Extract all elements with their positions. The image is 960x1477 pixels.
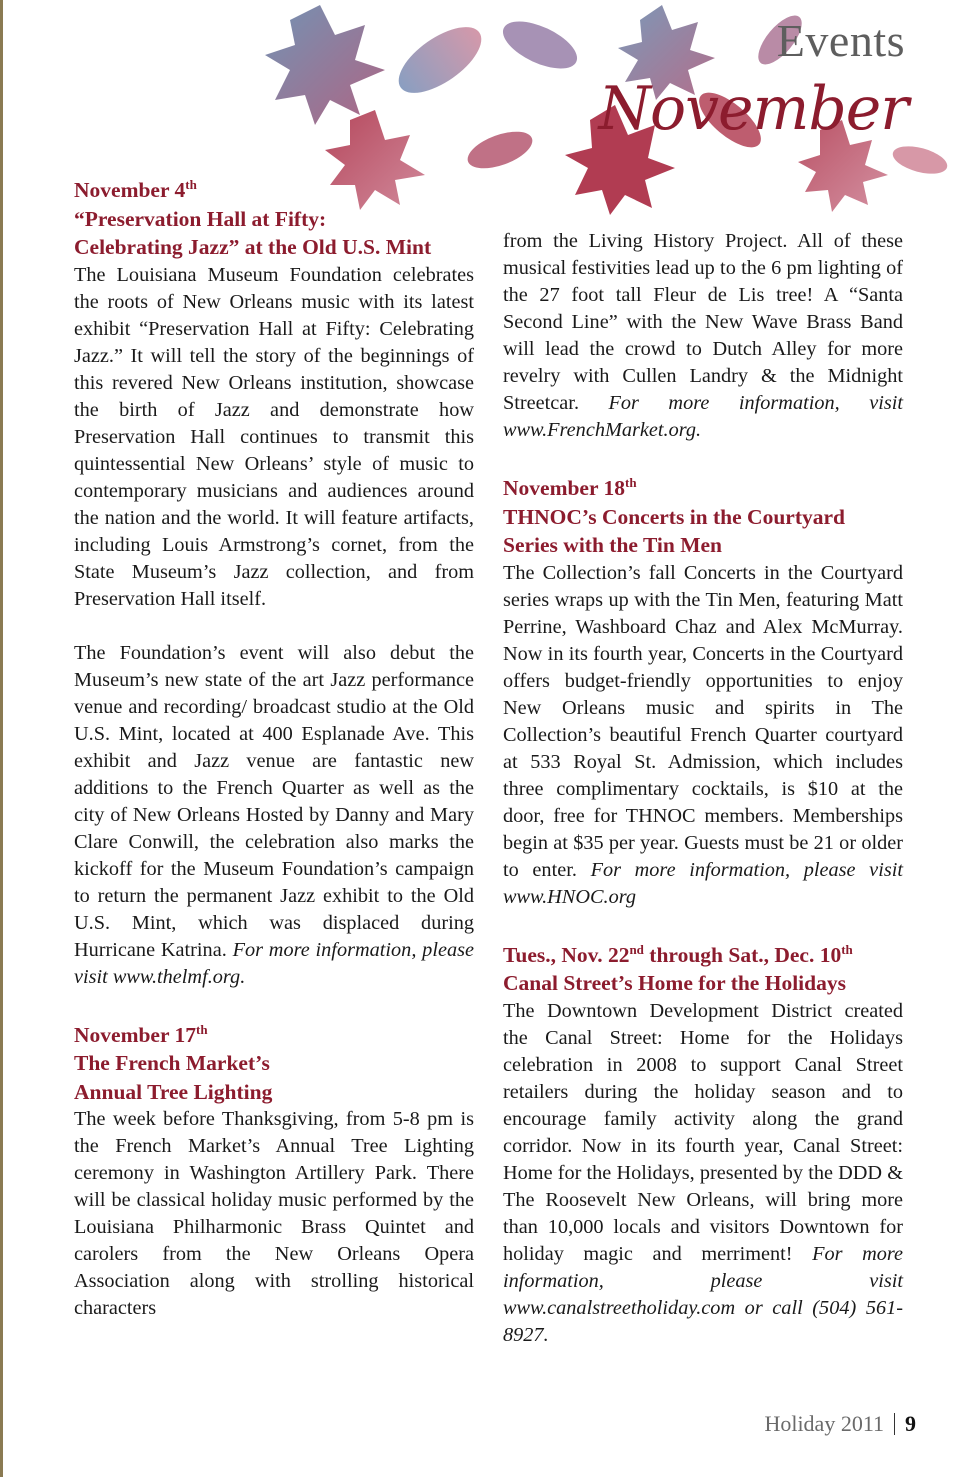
- event-date: November 18th: [503, 474, 637, 500]
- right-column: [503, 228, 903, 1349]
- event-description: The Downtown Development District created the Canal Street: Home for the Holidays celebration in 2008 to support Canal Street retailers during the holiday season and to encourage family activity along the grand corridor. Now in its fourth year, Canal Street: Home for the Holidays, presented by the DDD & The Roosevelt New Orleans, will bring more than 10,000 locals and visitors Downtown for holiday magic and merriment! For more information, please visit www.canalstreetholiday.com or call (504) 561-8927.: [503, 999, 904, 1346]
- more-info-link[interactable]: For more information, please visit www.canalstreetholiday.com or call (504) 561-8927.: [503, 1242, 904, 1346]
- event-title: Celebrating Jazz” at the Old U.S. Mint: [74, 235, 432, 259]
- page-footer: [764, 1411, 916, 1437]
- event-date: November 4th: [74, 176, 197, 202]
- event-date: Tues., Nov. 22nd through Sat., Dec. 10th: [503, 941, 853, 967]
- page-number: 9: [905, 1411, 916, 1436]
- event-title: THNOC’s Concerts in the Courtyard: [503, 504, 845, 529]
- event-title: “Preservation Hall at Fifty:: [74, 206, 327, 231]
- more-info-link[interactable]: For more information, please visit www.HNOC.org: [503, 858, 903, 908]
- issue-label: Holiday 2011: [764, 1411, 884, 1436]
- footer-divider: [894, 1413, 895, 1435]
- event-description: The week before Thanksgiving, from 5-8 pm is the French Market’s Annual Tree Lighting ceremony in Washington Artillery Park. There will be classical holiday music performed by the Louisiana Philharmonic Brass Quintet and carolers from the New Orleans Opera Association along with strolling historical characters: [74, 1108, 474, 1319]
- event-title: Canal Street’s Home for the Holidays: [503, 971, 846, 995]
- page-edge-rule: [0, 0, 3, 1477]
- event-description: The Foundation’s event will also debut the Museum’s new state of the art Jazz performance venue and recording/ broadcast studio at the Old U.S. Mint, located at 400 Esplanade Ave. This exhibit and Jazz venue are fantastic new additions to the French Quarter as well as the city of New Orleans Hosted by Danny and Mary Clare Conwill, the celebration also marks the kickoff for the Museum Foundation’s campaign to return the permanent Jazz exhibit to the Old U.S. Mint, which was displaced during Hurricane Katrina. For more information, please visit www.thelmf.org.: [74, 641, 474, 988]
- more-info-link[interactable]: For more information, visit www.FrenchMarket.org.: [503, 392, 903, 441]
- event-description: The Collection’s fall Concerts in the Courtyard series wraps up with the Tin Men, featuring Matt Perrine, Washboard Chaz and Alex McMurray. Now in its fourth year, Concerts in the Courtyard offers budget-friendly opportunities to enjoy New Orleans music and spirits in The Collection’s beautiful French Quarter courtyard at 533 Royal St. Admission, which includes three complimentary cocktails, is $10 at the door, free for THNOC members. Memberships begin at $35 per year. Guests must be 21 or older to enter. For more information, please visit www.HNOC.org: [503, 561, 903, 908]
- more-info-link[interactable]: For more information, please visit www.thelmf.org.: [74, 938, 474, 988]
- event-description: The Louisiana Museum Foundation celebrates the roots of New Orleans music with its latest exhibit “Preservation Hall at Fifty: Celebrating Jazz.” It will tell the story of the beginnings of this revered New Orleans institution, showcase the birth of Jazz and demonstrate how Preservation Hall continues to transmit this quintessential New Orleans’ style of music to contemporary musicians and audiences around the nation and the world. It will feature artifacts, including Louis Armstrong’s cornet, from the State Museum’s Jazz collection, and from Preservation Hall itself.: [74, 263, 474, 610]
- event-date: November 17th: [74, 1021, 208, 1047]
- event-title: Series with the Tin Men: [503, 533, 722, 557]
- event-title: Annual Tree Lighting: [74, 1079, 273, 1104]
- event-description: from the Living History Project. All of these musical festivities lead up to the 6 pm lighting of the 27 foot tall Fleur de Lis tree! A “Santa Second Line” with the New Wave Brass Band will lead the crowd to Dutch Alley for more revelry with Cullen Landry & the Midnight Streetcar. For more information, visit www.FrenchMarket.org.: [503, 230, 903, 441]
- month-title: November: [598, 74, 908, 144]
- event-title: The French Market’s: [74, 1051, 270, 1075]
- section-title: Events: [776, 15, 905, 66]
- left-column: [74, 176, 474, 1322]
